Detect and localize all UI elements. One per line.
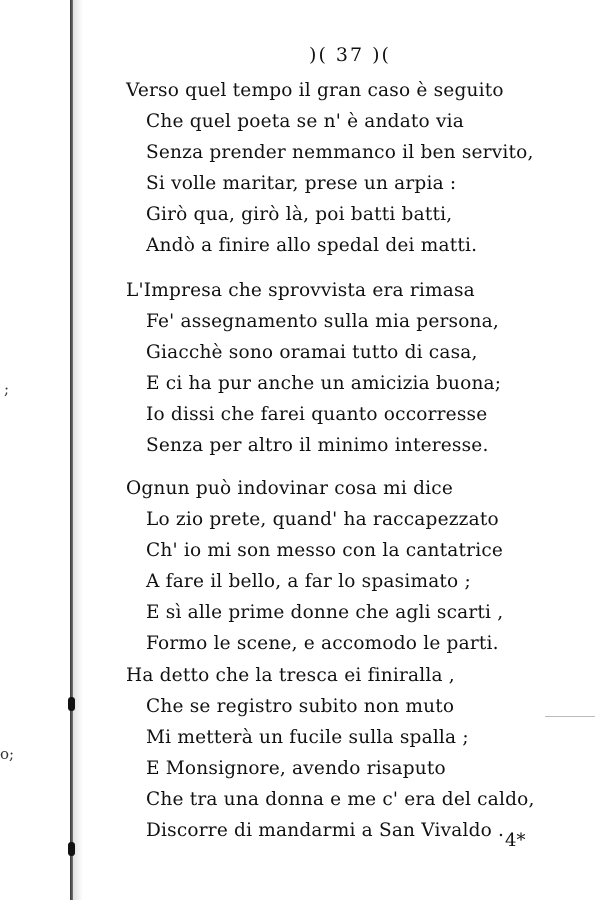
verse-line: Io dissi che farei quanto occorresse (146, 404, 488, 425)
verse-line: Giacchè sono oramai tutto di casa, (146, 342, 478, 363)
binding-mark (68, 842, 75, 856)
verse-line: Verso quel tempo il gran caso è seguito (126, 80, 504, 101)
stanza-1 (126, 75, 596, 261)
verse-line: E sì alle prime donne che agli scarti , (146, 602, 504, 623)
verse-line: Formo le scene, e accomodo le parti. (146, 633, 499, 654)
verse-line: A fare il bello, a far lo spasimato ; (146, 571, 471, 592)
verse-line: Mi metterà un fucile sulla spalla ; (146, 727, 469, 748)
verse-line: Ch' io mi son messo con la cantatrice (146, 540, 504, 561)
verse-line: Che quel poeta se n' è andato via (146, 111, 464, 132)
stanza-2 (126, 275, 596, 461)
stanza-4 (126, 660, 596, 846)
verse-line: Senza prender nemmanco il ben servito, (146, 142, 534, 163)
verse-line: Fe' assegnamento sulla mia persona, (146, 311, 499, 332)
signature-mark: 4* (505, 830, 526, 851)
facing-page-text: o; (0, 745, 15, 763)
verse-line: Discorre di mandarmi a San Vivaldo . (146, 820, 505, 841)
facing-page-text: ; (4, 380, 10, 398)
verse-line: Girò qua, girò là, poi batti batti, (146, 204, 453, 225)
verse-line: Che tra una donna e me c' era del caldo, (146, 789, 535, 810)
verse-line: Andò a finire allo spedal dei matti. (146, 235, 478, 256)
verse-line: E ci ha pur anche un amicizia buona; (146, 373, 502, 394)
verse-line: Si volle maritar, prese un arpia : (146, 173, 457, 194)
verse-line: Ognun può indovinar cosa mi dice (126, 478, 453, 499)
binding-shadow (73, 0, 83, 900)
stanza-3 (126, 473, 596, 659)
verse-line: E Monsignore, avendo risaputo (146, 758, 446, 779)
verse-line: Che se registro subito non muto (146, 696, 455, 717)
verse-line: L'Impresa che sprovvista era rimasa (126, 280, 475, 301)
binding-mark (68, 697, 75, 711)
verse-line: Ha detto che la tresca ei finiralla , (126, 665, 455, 686)
page-number-header: )( 37 )( (309, 44, 391, 66)
verse-line: Senza per altro il minimo interesse. (146, 435, 489, 456)
verse-line: Lo zio prete, quand' ha raccapezzato (146, 509, 499, 530)
